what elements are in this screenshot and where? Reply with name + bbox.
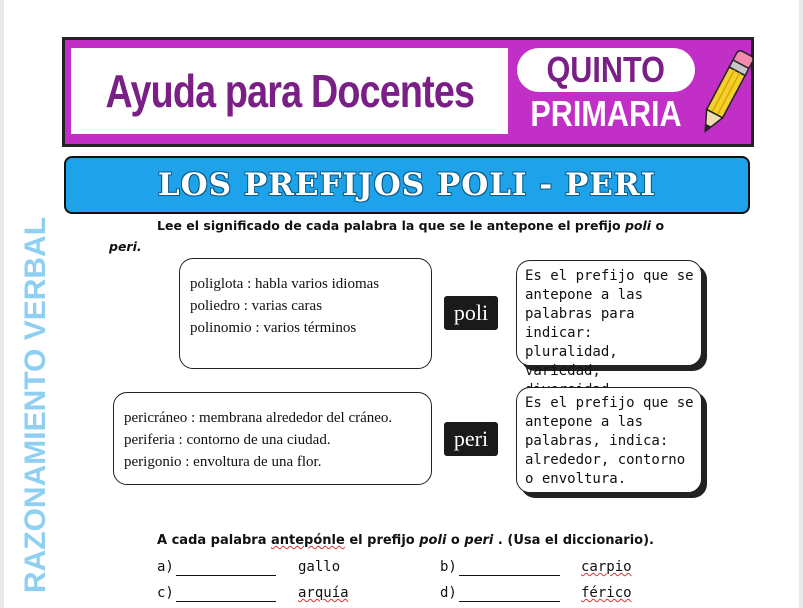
poli-definition: poliedro : varias caras xyxy=(190,298,323,314)
exercise-item-word: férico xyxy=(581,585,632,601)
poli-definition: polinomio : varios términos xyxy=(190,320,357,336)
exercise-poli: poli xyxy=(419,533,447,548)
grade-line1: QUINTO xyxy=(546,49,666,90)
side-label-area xyxy=(6,216,66,594)
exercise-peri: peri xyxy=(464,533,494,548)
exercise-prompt-d: . (Usa el diccionario). xyxy=(493,533,654,548)
peri-explanation-line: Es el prefijo que se xyxy=(525,395,694,411)
poli-explanation-line: palabras para indicar: xyxy=(525,306,635,341)
pencil-icon xyxy=(697,42,753,142)
exercise-item-word: carpio xyxy=(581,559,632,575)
poli-definition: poliglota : habla varios idiomas xyxy=(190,276,380,292)
peri-definitions-box xyxy=(113,392,432,485)
instruction-o: o xyxy=(651,218,665,233)
peri-explanation-line: antepone a las xyxy=(525,414,644,430)
instruction-text xyxy=(157,218,717,233)
topic-title: LOS PREFIJOS POLI - PERI xyxy=(157,167,657,203)
poli-definitions-box xyxy=(179,258,432,369)
worksheet-page xyxy=(4,0,799,608)
exercise-item-word: gallo xyxy=(298,559,341,575)
grade-bottom xyxy=(517,94,695,134)
exercise-prompt-a: A cada palabra xyxy=(157,533,271,548)
peri-definition: pericráneo : membrana alrededor del cráneo. xyxy=(124,410,393,426)
grade-top xyxy=(517,48,695,92)
poli-prefix-tag: poli xyxy=(444,296,498,330)
peri-definition: perigonio : envoltura de una flor. xyxy=(124,454,322,470)
grade-badge xyxy=(517,48,695,134)
peri-prefix-tag: peri xyxy=(444,422,498,456)
answer-blank[interactable] xyxy=(176,574,276,576)
grade-line2: PRIMARIA xyxy=(530,93,682,134)
exercise-prompt-c: el prefijo xyxy=(344,533,420,548)
poli-explanation-line: pluralidad, variedad, xyxy=(525,344,618,379)
poli-explanation-line: Es el prefijo que se xyxy=(525,268,694,284)
peri-explanation-line: o envoltura. xyxy=(525,471,627,487)
exercise-item-word: arquía xyxy=(298,585,349,601)
answer-blank[interactable] xyxy=(176,600,276,602)
topic-banner xyxy=(64,156,750,214)
banner-title: Ayuda para Docentes xyxy=(105,65,474,117)
poli-explanation-callout xyxy=(516,260,702,379)
instruction-poli: poli xyxy=(624,218,652,233)
banner-title-area xyxy=(71,48,508,134)
peri-explanation-line: alrededor, contorno xyxy=(525,452,686,468)
exercise-item-letter: b) xyxy=(440,559,457,575)
exercise-item-letter: a) xyxy=(157,559,174,575)
peri-explanation-callout xyxy=(516,387,702,493)
exercise-prompt-b: antepónle xyxy=(271,533,345,548)
answer-blank[interactable] xyxy=(459,600,560,602)
answer-blank[interactable] xyxy=(459,574,560,576)
peri-explanation-line: palabras, indica: xyxy=(525,433,669,449)
exercise-o: o xyxy=(446,533,465,548)
side-label: RAZONAMIENTO VERBAL xyxy=(19,216,52,594)
exercise-item-letter: c) xyxy=(157,585,174,601)
instruction-main: Lee el significado de cada palabra la que se le antepone el prefijo xyxy=(157,218,625,233)
poli-explanation-line: antepone a las xyxy=(525,287,644,303)
instruction-peri: peri. xyxy=(109,239,142,254)
exercise-prompt xyxy=(157,533,654,548)
header-banner xyxy=(62,37,754,147)
peri-definition: periferia : contorno de una ciudad. xyxy=(124,432,331,448)
instruction-text-line2 xyxy=(109,239,142,254)
exercise-item-letter: d) xyxy=(440,585,457,601)
